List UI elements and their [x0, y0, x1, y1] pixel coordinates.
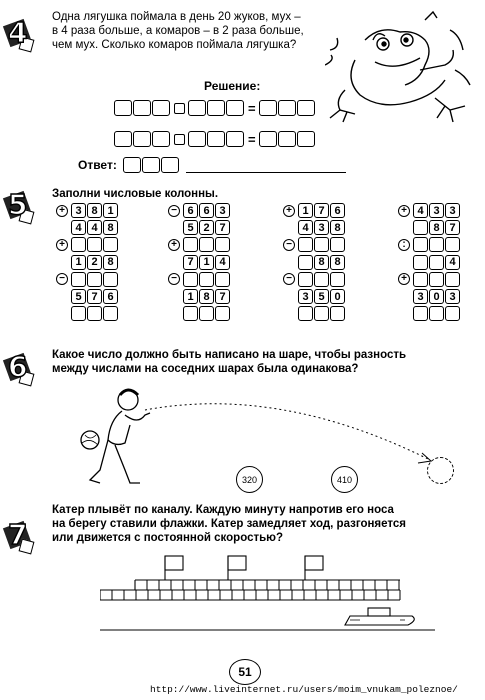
digit-cell[interactable]: [298, 237, 313, 252]
digit-cell[interactable]: 6: [183, 203, 198, 218]
digit-cell[interactable]: [199, 306, 214, 321]
task7-line: на берегу ставили флажки. Катер замедляет ход, разгоняется: [52, 518, 406, 530]
digit-cell[interactable]: 3: [298, 289, 313, 304]
digit-cell[interactable]: [87, 272, 102, 287]
operation-sign: +: [283, 205, 295, 217]
column-row: [56, 272, 119, 287]
column-row: [168, 237, 231, 252]
column-row: [283, 203, 346, 218]
answer-row: [78, 157, 346, 173]
digit-cell[interactable]: [71, 306, 86, 321]
operation-sign: −: [168, 205, 180, 217]
digit-cell[interactable]: [413, 237, 428, 252]
answer-cell[interactable]: [226, 100, 244, 116]
operation-sign: :: [398, 239, 410, 251]
digit-cell[interactable]: 3: [71, 203, 86, 218]
digit-cell[interactable]: 5: [71, 289, 86, 304]
digit-cell[interactable]: [445, 272, 460, 287]
answer-cell[interactable]: [133, 100, 151, 116]
digit-cell[interactable]: [413, 272, 428, 287]
answer-cell[interactable]: [207, 131, 225, 147]
answer-cell[interactable]: [297, 131, 315, 147]
operation-sign: −: [283, 273, 295, 285]
operation-sign: +: [56, 239, 68, 251]
digit-cell[interactable]: [298, 306, 313, 321]
digit-cell[interactable]: 6: [330, 203, 345, 218]
digit-cell[interactable]: 4: [71, 220, 86, 235]
digit-cell[interactable]: 0: [429, 289, 444, 304]
digit-cell[interactable]: [330, 272, 345, 287]
task-number-badge: [6, 18, 36, 48]
digit-cell[interactable]: 0: [330, 289, 345, 304]
digit-cell[interactable]: [71, 272, 86, 287]
task4-line: в 4 раза больше, а комаров – в 2 раза больше,: [52, 25, 304, 37]
answer-cell[interactable]: [161, 157, 179, 173]
digit-cell[interactable]: 4: [298, 220, 313, 235]
digit-cell[interactable]: [183, 237, 198, 252]
digit-cell[interactable]: 8: [103, 220, 118, 235]
answer-cell[interactable]: [152, 131, 170, 147]
digit-cell[interactable]: 2: [87, 255, 102, 270]
column-row: [168, 306, 231, 321]
ball-410: 410: [331, 466, 358, 493]
operation-sign: +: [56, 205, 68, 217]
digit-cell[interactable]: [314, 237, 329, 252]
digit-cell[interactable]: [183, 306, 198, 321]
answer-cell[interactable]: [259, 131, 277, 147]
digit-cell[interactable]: [314, 272, 329, 287]
digit-cell[interactable]: [429, 272, 444, 287]
task7-text: [52, 503, 406, 545]
digit-cell[interactable]: 3: [413, 289, 428, 304]
answer-cell[interactable]: [152, 100, 170, 116]
digit-cell[interactable]: 8: [429, 220, 444, 235]
digit-cell[interactable]: 6: [199, 203, 214, 218]
digit-cell[interactable]: 7: [183, 255, 198, 270]
digit-cell[interactable]: 3: [445, 289, 460, 304]
task4-text: [52, 10, 304, 52]
digit-cell[interactable]: [215, 272, 230, 287]
answer-cell[interactable]: [188, 131, 206, 147]
answer-cell[interactable]: [207, 100, 225, 116]
operation-sign: −: [283, 239, 295, 251]
answer-cell[interactable]: [142, 157, 160, 173]
digit-cell[interactable]: [314, 306, 329, 321]
column-row: [398, 272, 461, 287]
digit-cell[interactable]: [71, 237, 86, 252]
operation-sign: +: [398, 205, 410, 217]
digit-cell[interactable]: [413, 306, 428, 321]
digit-cell[interactable]: [215, 237, 230, 252]
column-row: [168, 203, 231, 218]
digit-cell[interactable]: [330, 237, 345, 252]
column-row: [168, 272, 231, 287]
digit-cell[interactable]: [215, 306, 230, 321]
task4-line: Одна лягушка поймала в день 20 жуков, мух –: [52, 11, 301, 23]
digit-cell[interactable]: [199, 237, 214, 252]
digit-cell[interactable]: 7: [215, 289, 230, 304]
digit-cell[interactable]: 7: [87, 289, 102, 304]
task5-title: Заполни числовые колонны.: [52, 188, 219, 200]
column-row: [168, 289, 231, 304]
digit-cell[interactable]: 4: [215, 255, 230, 270]
operator-box[interactable]: [174, 134, 185, 145]
digit-cell[interactable]: [298, 272, 313, 287]
frog-illustration: [325, 10, 475, 130]
answer-cell[interactable]: [188, 100, 206, 116]
answer-cell[interactable]: [123, 157, 141, 173]
column-row: [56, 237, 119, 252]
digit-cell[interactable]: 8: [314, 255, 329, 270]
answer-line[interactable]: [186, 158, 346, 173]
equals-sign: =: [248, 131, 256, 147]
digit-cell[interactable]: 5: [183, 220, 198, 235]
digit-cell[interactable]: 1: [199, 255, 214, 270]
solution-row: [114, 131, 316, 147]
column-row: [283, 220, 346, 235]
column-row: [398, 289, 461, 304]
digit-cell[interactable]: 2: [199, 220, 214, 235]
column-row: [56, 306, 119, 321]
column-row: [168, 255, 231, 270]
digit-cell[interactable]: 7: [445, 220, 460, 235]
digit-cell[interactable]: 8: [330, 220, 345, 235]
digit-cell[interactable]: 8: [87, 203, 102, 218]
digit-cell[interactable]: 8: [199, 289, 214, 304]
digit-cell[interactable]: 7: [314, 203, 329, 218]
task-number: 7: [8, 518, 28, 551]
equals-sign: =: [248, 100, 256, 116]
operation-sign: −: [168, 273, 180, 285]
digit-cell[interactable]: 5: [314, 289, 329, 304]
digit-cell[interactable]: 7: [215, 220, 230, 235]
answer-cell[interactable]: [226, 131, 244, 147]
operation-sign: +: [398, 273, 410, 285]
column-row: [56, 203, 119, 218]
task-number-badge: [6, 520, 36, 550]
column-row: [283, 306, 346, 321]
operation-sign: +: [168, 239, 180, 251]
column-row: [398, 220, 461, 235]
task-number-badge: [6, 190, 36, 220]
digit-cell[interactable]: 1: [183, 289, 198, 304]
column-row: [398, 203, 461, 218]
task7-line: или движется с постоянной скоростью?: [52, 532, 284, 544]
task7-line: Катер плывёт по каналу. Каждую минуту напротив его носа: [52, 504, 394, 516]
task6-text: [52, 348, 406, 376]
answer-cell[interactable]: [297, 100, 315, 116]
column-row: [56, 289, 119, 304]
answer-label: Ответ:: [78, 158, 117, 172]
answer-cell[interactable]: [278, 100, 296, 116]
task-number: 4: [8, 16, 28, 49]
digit-cell[interactable]: [445, 237, 460, 252]
digit-cell[interactable]: 8: [330, 255, 345, 270]
solution-row: [114, 100, 316, 116]
solution-label: Решение:: [204, 79, 261, 93]
ball-320: 320: [236, 466, 263, 493]
answer-cell[interactable]: [259, 100, 277, 116]
column-row: [168, 220, 231, 235]
digit-cell[interactable]: 4: [413, 203, 428, 218]
digit-cell[interactable]: [103, 306, 118, 321]
footer-url[interactable]: http://www.liveinternet.ru/users/moim_vnukam_poleznoe/: [150, 684, 458, 695]
digit-cell[interactable]: [87, 306, 102, 321]
column-row: [398, 255, 461, 270]
digit-cell[interactable]: [298, 255, 313, 270]
digit-cell[interactable]: [199, 272, 214, 287]
digit-cell[interactable]: 6: [103, 289, 118, 304]
task-number: 5: [8, 188, 28, 221]
digit-cell[interactable]: [103, 237, 118, 252]
digit-cell[interactable]: [103, 272, 118, 287]
canal-illustration: [100, 550, 440, 640]
digit-cell[interactable]: [429, 237, 444, 252]
column-row: [398, 237, 461, 252]
digit-cell[interactable]: 3: [445, 203, 460, 218]
answer-cell[interactable]: [114, 131, 132, 147]
digit-cell[interactable]: 8: [103, 255, 118, 270]
digit-cell[interactable]: [183, 272, 198, 287]
task6-line: между числами на соседних шарах была одинакова?: [52, 363, 359, 375]
column-row: [283, 289, 346, 304]
task6-line: Какое число должно быть написано на шаре, чтобы разность: [52, 349, 407, 361]
task4-line: чем мух. Сколько комаров поймала лягушка?: [52, 39, 297, 51]
digit-cell[interactable]: 3: [314, 220, 329, 235]
digit-cell[interactable]: 1: [298, 203, 313, 218]
column-row: [56, 255, 119, 270]
digit-cell[interactable]: [413, 255, 428, 270]
digit-cell[interactable]: [87, 237, 102, 252]
column-row: [283, 272, 346, 287]
task-number-badge: [6, 352, 36, 382]
column-row: [283, 255, 346, 270]
operator-box[interactable]: [174, 103, 185, 114]
digit-cell[interactable]: [330, 306, 345, 321]
digit-cell[interactable]: [429, 255, 444, 270]
digit-cell[interactable]: [445, 306, 460, 321]
answer-cell[interactable]: [278, 131, 296, 147]
digit-cell[interactable]: [413, 220, 428, 235]
digit-cell[interactable]: [429, 306, 444, 321]
digit-cell[interactable]: 1: [71, 255, 86, 270]
operation-sign: −: [56, 273, 68, 285]
column-row: [56, 220, 119, 235]
digit-cell[interactable]: 1: [103, 203, 118, 218]
task-number: 6: [8, 350, 28, 383]
digit-cell[interactable]: 3: [429, 203, 444, 218]
answer-cell[interactable]: [114, 100, 132, 116]
digit-cell[interactable]: 4: [87, 220, 102, 235]
page-number: 51: [229, 659, 261, 685]
column-row: [398, 306, 461, 321]
column-row: [283, 237, 346, 252]
ball-empty[interactable]: [427, 457, 454, 484]
digit-cell[interactable]: 3: [215, 203, 230, 218]
digit-cell[interactable]: 4: [445, 255, 460, 270]
answer-cell[interactable]: [133, 131, 151, 147]
